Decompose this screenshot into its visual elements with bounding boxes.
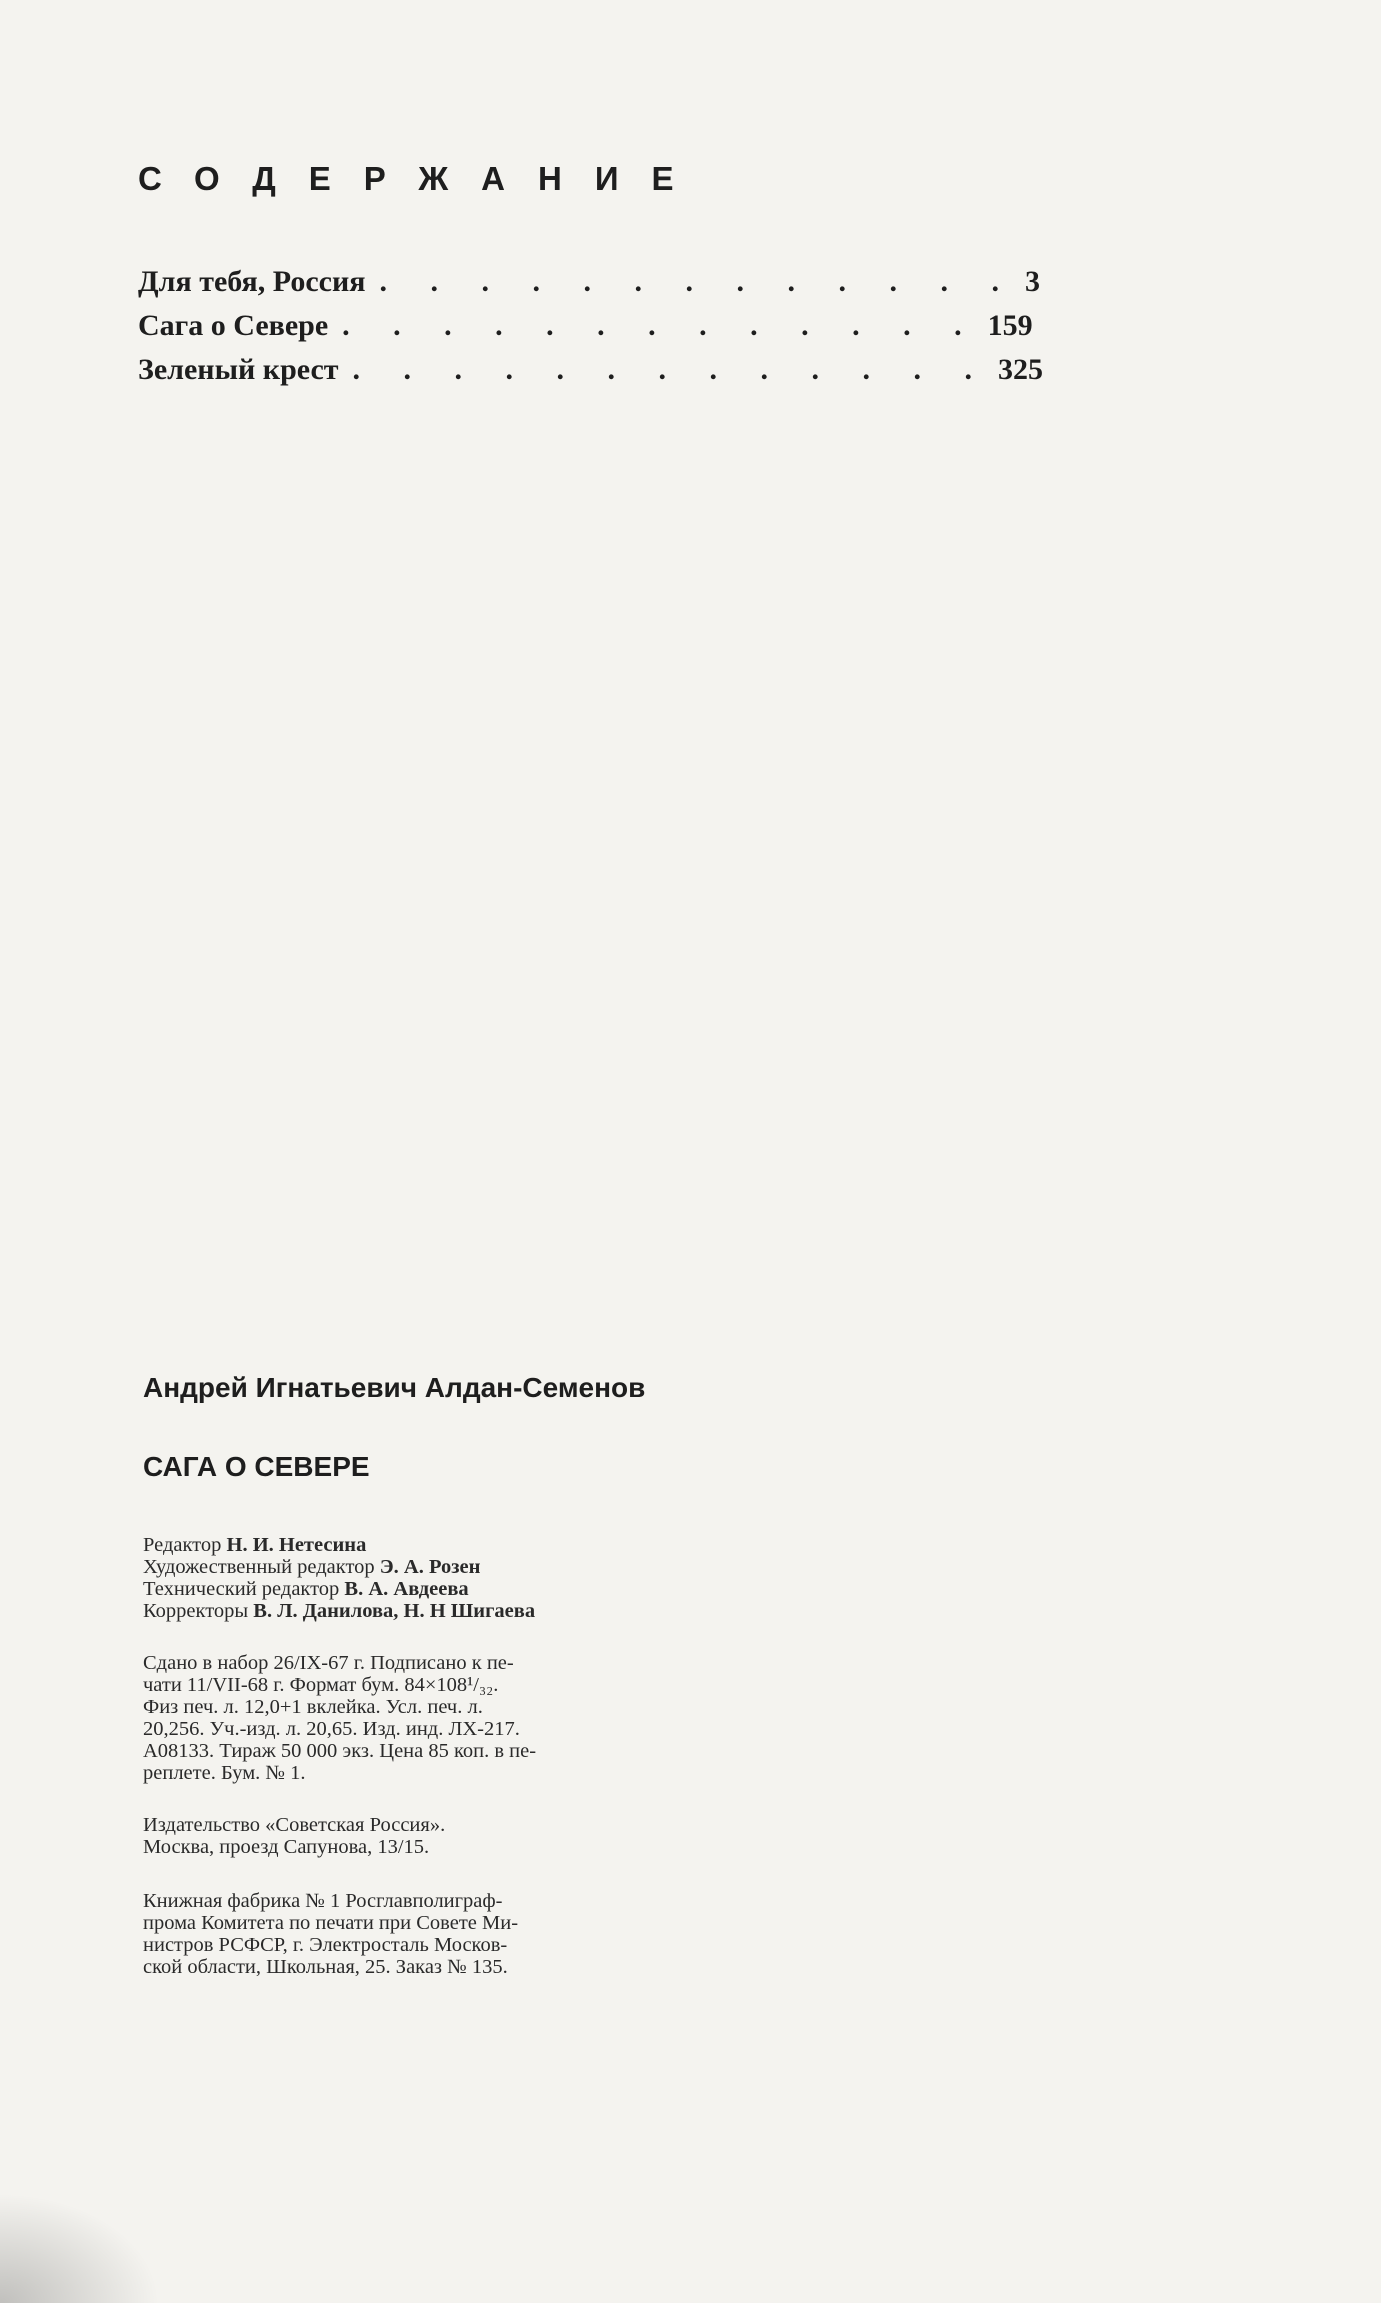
credit-role: Технический редактор bbox=[143, 1578, 340, 1600]
printer-line: ской области, Школьная, 25. Заказ № 135. bbox=[143, 1956, 508, 1978]
specs-line: Сдано в набор 26/IX-67 г. Подписано к пе- bbox=[143, 1652, 514, 1674]
credit-line bbox=[143, 1556, 783, 1578]
credit-person: В. Л. Данилова, Н. Н Шигаева bbox=[253, 1600, 536, 1622]
author-name: Андрей Игнатьевич Алдан-Семенов bbox=[143, 1372, 646, 1403]
credit-role: Редактор bbox=[143, 1534, 222, 1556]
specs-line: А08133. Тираж 50 000 экз. Цена 85 коп. в пе- bbox=[143, 1740, 537, 1762]
credit-role: Корректоры bbox=[143, 1600, 249, 1622]
printer-info bbox=[143, 1890, 783, 1978]
toc-entry-title: Зеленый крест bbox=[138, 353, 339, 386]
publisher-info bbox=[143, 1814, 783, 1858]
colophon bbox=[143, 1372, 783, 1978]
scan-shadow bbox=[0, 2193, 160, 2303]
toc-entry-page: 3 bbox=[1024, 265, 1040, 298]
credit-line bbox=[143, 1600, 783, 1622]
printer-line: нистров РСФСР, г. Электросталь Москов- bbox=[143, 1934, 508, 1956]
specs-line: 20,256. Уч.-изд. л. 20,65. Изд. инд. ЛХ-217. bbox=[143, 1718, 520, 1740]
toc-entry-page: 159 bbox=[987, 309, 1033, 342]
publisher-line: Издательство «Советская Россия». bbox=[143, 1814, 446, 1836]
specs-line: реплете. Бум. № 1. bbox=[143, 1762, 306, 1784]
toc-entry-title: Сага о Севере bbox=[138, 309, 329, 342]
credit-line bbox=[143, 1534, 783, 1556]
printer-line: прома Комитета по печати при Совете Ми- bbox=[143, 1912, 519, 1934]
specs-line: Физ печ. л. 12,0+1 вклейка. Усл. печ. л. bbox=[143, 1696, 483, 1718]
book-title: САГА О СЕВЕРЕ bbox=[143, 1451, 370, 1482]
toc-leader-dots: . . . . . . . . . . . . . bbox=[379, 265, 1017, 298]
credit-role: Художественный редактор bbox=[143, 1556, 375, 1578]
toc-entry[interactable] bbox=[138, 348, 1043, 392]
toc-leader-dots: . . . . . . . . . . . . . bbox=[352, 353, 990, 386]
credit-person: В. А. Авдеева bbox=[344, 1578, 469, 1600]
print-specs bbox=[143, 1652, 783, 1784]
toc-entry[interactable] bbox=[138, 260, 1040, 304]
printer-line: Книжная фабрика № 1 Росглавполиграф- bbox=[143, 1890, 503, 1912]
credit-person: Э. А. Розен bbox=[379, 1556, 481, 1578]
table-of-contents bbox=[138, 160, 1043, 392]
toc-entry-page: 325 bbox=[998, 353, 1043, 386]
toc-entry[interactable] bbox=[138, 304, 1033, 348]
toc-entry-title: Для тебя, Россия bbox=[138, 265, 366, 298]
credit-person: Н. И. Нетесина bbox=[226, 1534, 367, 1556]
credit-line bbox=[143, 1578, 783, 1600]
toc-leader-dots: . . . . . . . . . . . . . bbox=[342, 309, 980, 342]
toc-heading: СОДЕРЖАНИЕ bbox=[138, 160, 707, 197]
specs-line: чати 11/VII-68 г. Формат бум. 84×108¹/₃₂. bbox=[143, 1674, 499, 1696]
credits-block bbox=[143, 1534, 783, 1622]
publisher-line: Москва, проезд Сапунова, 13/15. bbox=[143, 1836, 430, 1858]
